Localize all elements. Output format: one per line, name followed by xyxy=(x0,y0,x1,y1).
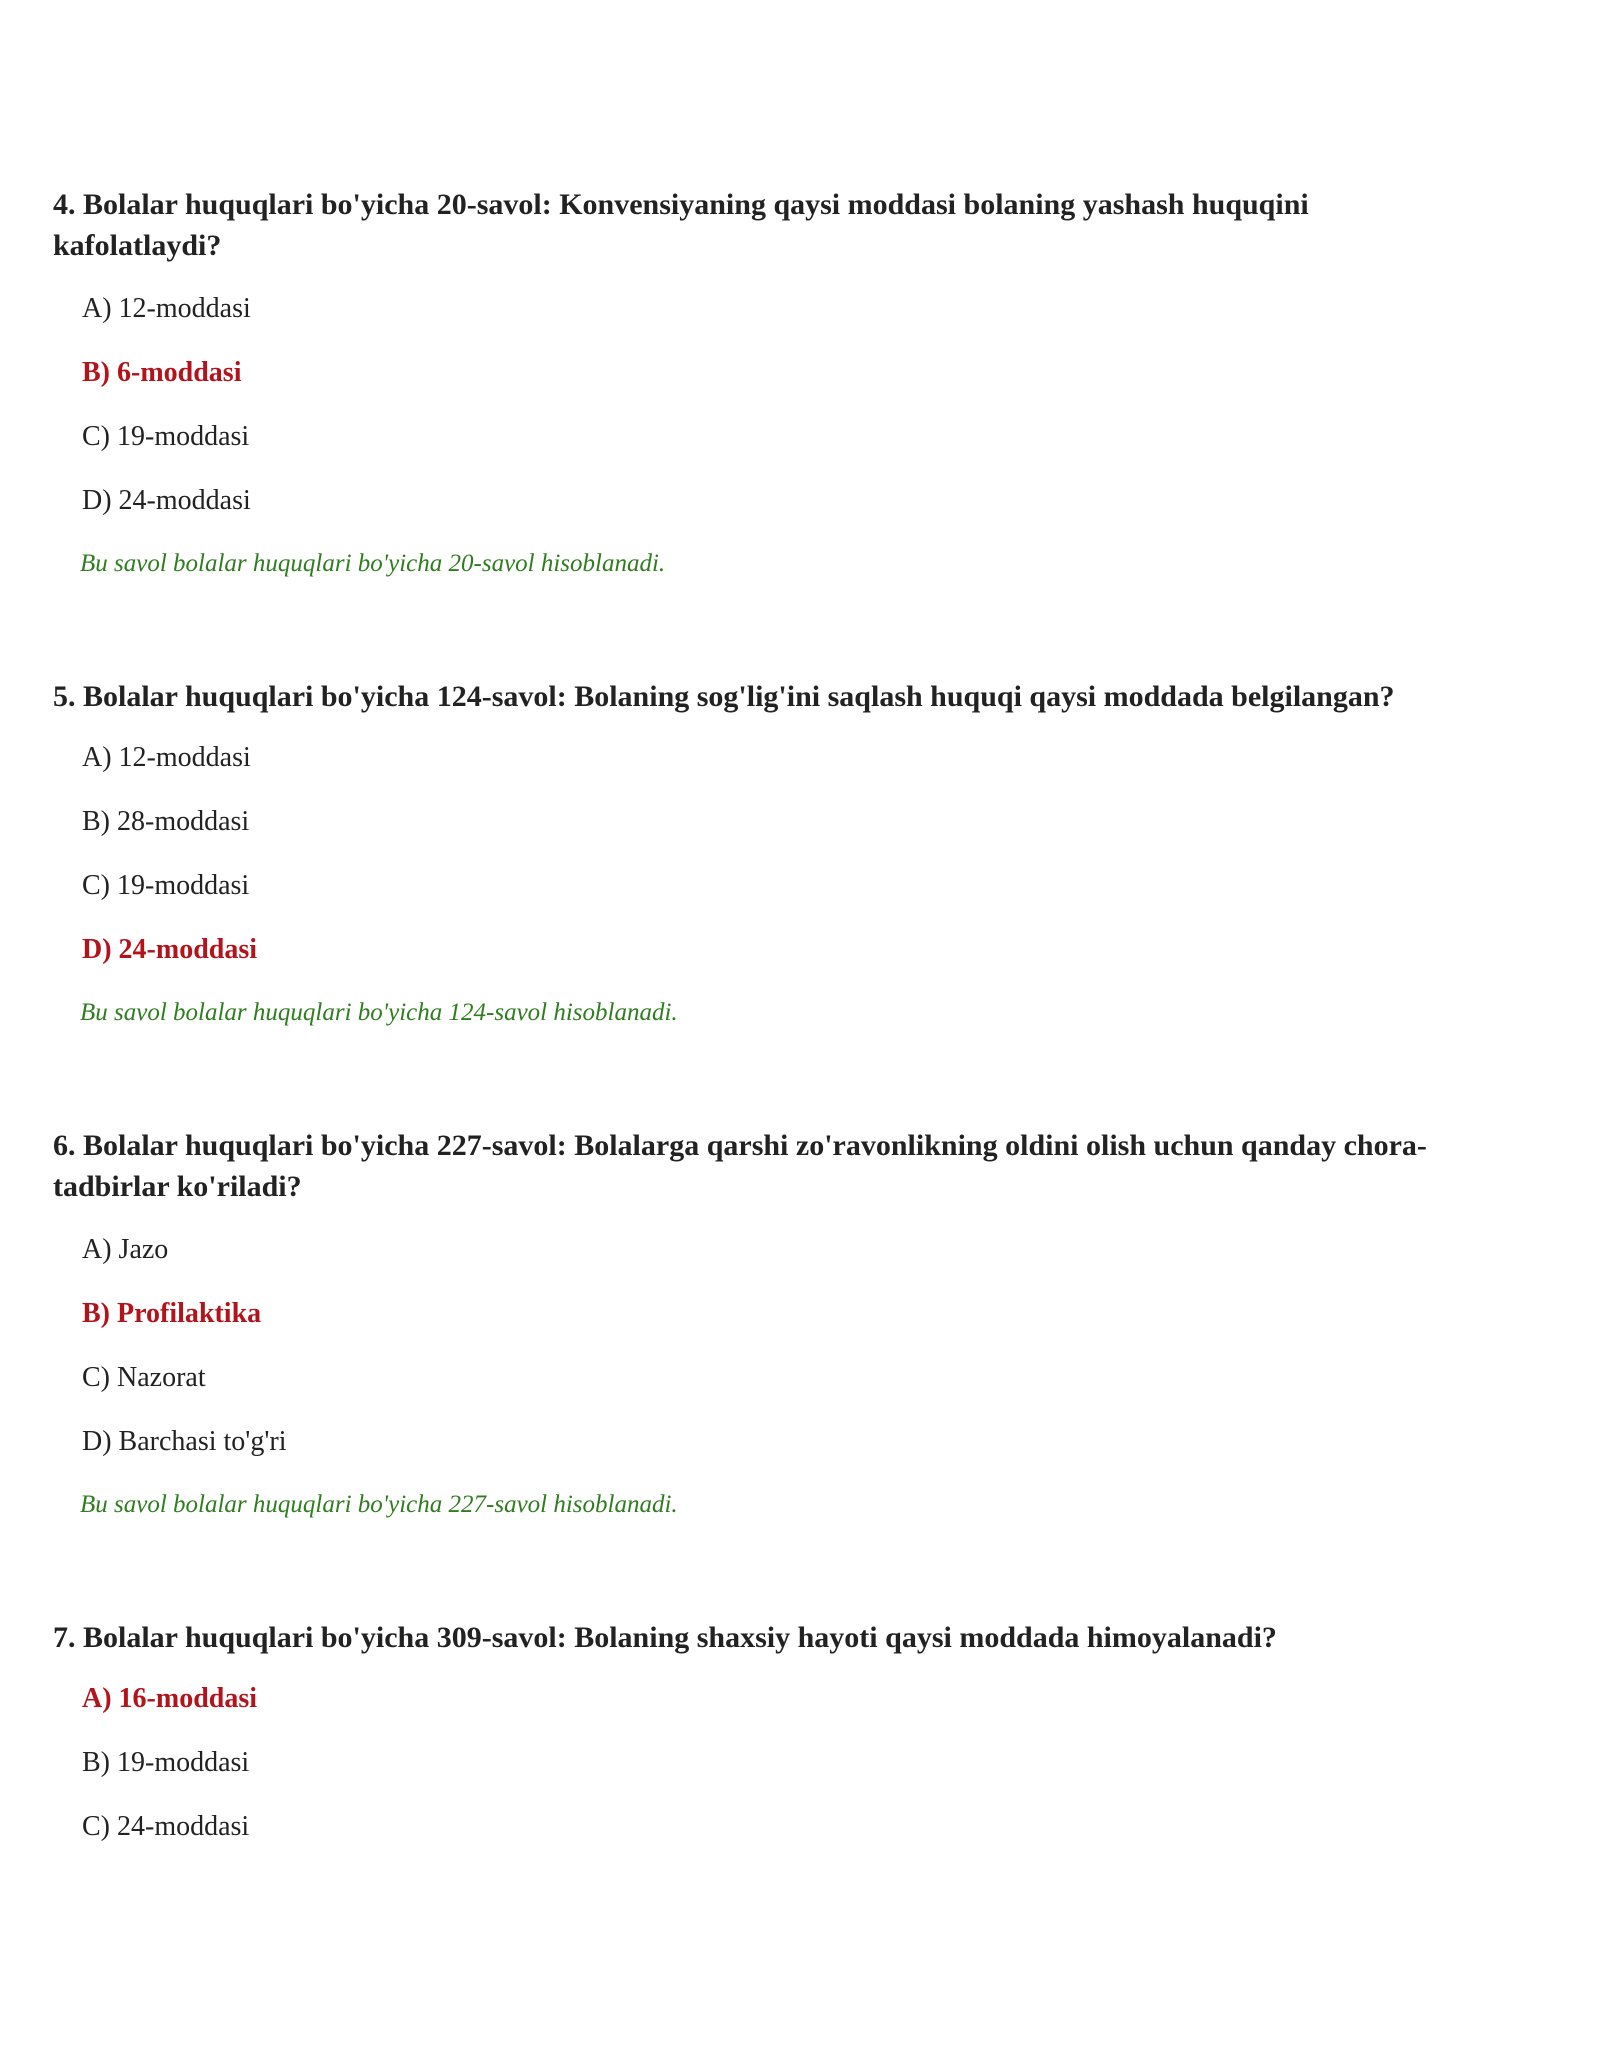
correct-answer-option: D) 24-moddasi xyxy=(82,934,258,965)
answer-option: A) 12-moddasi xyxy=(82,742,251,773)
question-block xyxy=(53,184,1493,580)
answer-option: C) 24-moddasi xyxy=(82,1811,250,1842)
answer-option: A) 12-moddasi xyxy=(82,293,251,324)
answer-option: C) 19-moddasi xyxy=(82,421,250,452)
answer-option: D) Barchasi to'g'ri xyxy=(82,1426,287,1457)
question-note: Bu savol bolalar huquqlari bo'yicha 20-savol hisoblanadi. xyxy=(80,550,666,577)
question-title: 4. Bolalar huquqlari bo'yicha 20-savol: Konvensiyaning qaysi moddasi bolaning yashash huquqini kafolatlaydi? xyxy=(53,188,1309,262)
question-title: 7. Bolalar huquqlari bo'yicha 309-savol: Bolaning shaxsiy hayoti qaysi moddada himoyalanadi? xyxy=(53,1621,1277,1654)
correct-answer-option: A) 16-moddasi xyxy=(82,1683,258,1714)
question-title: 6. Bolalar huquqlari bo'yicha 227-savol: Bolalarga qarshi zo'ravonlikning oldini olish uchun qanday chora-tadbirlar ko'riladi? xyxy=(53,1129,1427,1203)
question-block xyxy=(53,676,1493,1029)
answer-option: A) Jazo xyxy=(82,1234,169,1265)
answer-option: B) 28-moddasi xyxy=(82,806,250,837)
answer-option: C) 19-moddasi xyxy=(82,870,250,901)
question-note: Bu savol bolalar huquqlari bo'yicha 124-savol hisoblanadi. xyxy=(80,999,678,1026)
answer-option: D) 24-moddasi xyxy=(82,485,251,516)
answer-options xyxy=(53,741,1493,967)
correct-answer-option: B) 6-moddasi xyxy=(82,357,242,388)
correct-answer-option: B) Profilaktika xyxy=(82,1298,262,1329)
answer-option: C) Nazorat xyxy=(82,1362,206,1393)
answer-option: B) 19-moddasi xyxy=(82,1747,250,1778)
question-block xyxy=(53,1125,1493,1521)
answer-options xyxy=(53,292,1493,518)
question-note: Bu savol bolalar huquqlari bo'yicha 227-savol hisoblanadi. xyxy=(80,1491,678,1518)
question-block xyxy=(53,1617,1493,1844)
answer-options xyxy=(53,1682,1493,1844)
question-title: 5. Bolalar huquqlari bo'yicha 124-savol: Bolaning sog'lig'ini saqlash huquqi qaysi moddada belgilangan? xyxy=(53,680,1395,713)
answer-options xyxy=(53,1233,1493,1459)
